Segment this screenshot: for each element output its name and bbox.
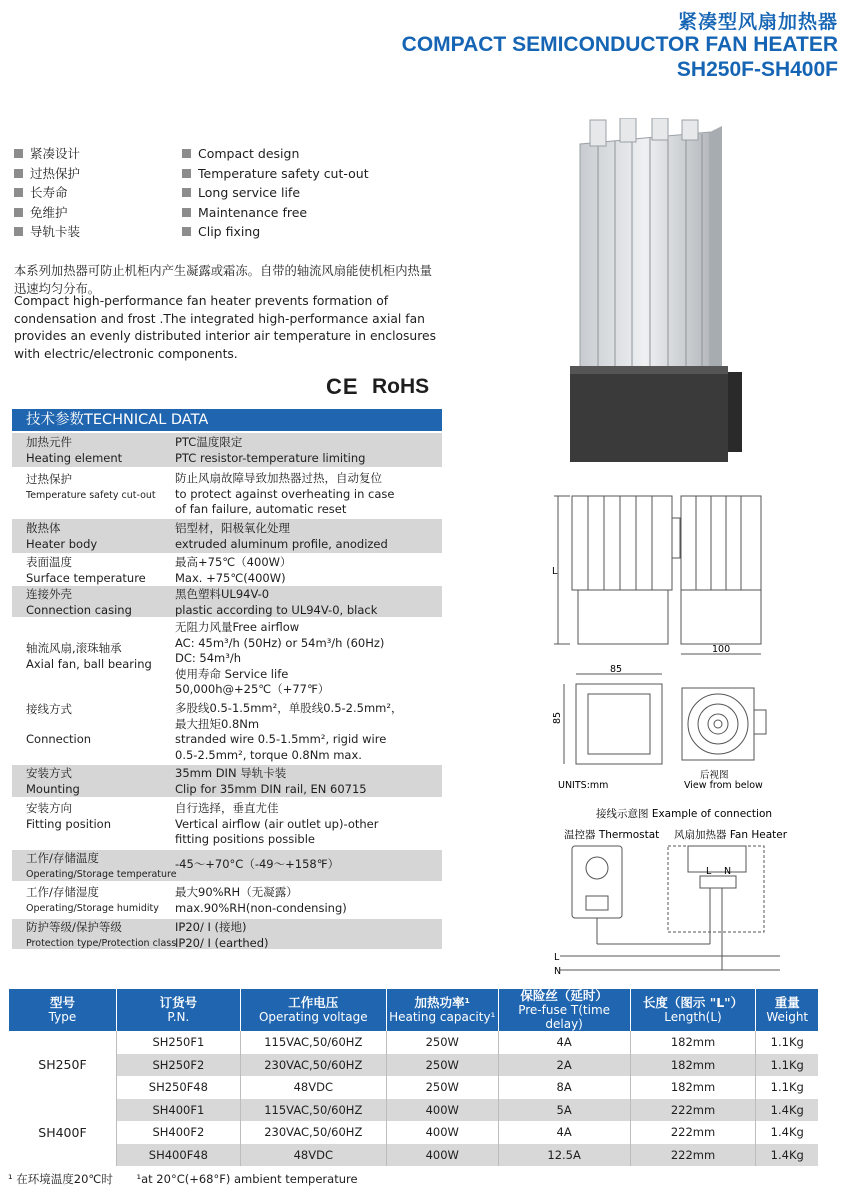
tech-label: 加热元件 Heating element xyxy=(26,435,123,465)
col-fuse: 保险丝（延时） Pre-fuse T(time delay) xyxy=(498,989,630,1031)
tech-value: 最大90%RH（无凝露） max.90%RH(non-condensing) xyxy=(175,885,347,915)
tech-value: 多股线0.5-1.5mm²，单股线0.5-2.5mm²， 最大扭矩0.8Nm stranded wire 0.5-1.5mm², rigid wire 0.5-2.5mm², torque 0.8Nm max. xyxy=(175,701,403,762)
spec-header-row xyxy=(9,989,819,1031)
table-row: SH250F SH250F1 115VAC,50/60HZ 250W 4A 182mm 1.1Kg xyxy=(9,1031,819,1054)
features-cn-list xyxy=(14,144,80,242)
dim-85-top: 85 xyxy=(610,664,623,675)
footnote-cn: ¹ 在环境温度20℃时 xyxy=(8,1172,113,1186)
wire-L: L xyxy=(554,952,560,963)
feature-item: Long service life xyxy=(182,183,369,203)
tech-row xyxy=(12,700,442,764)
bullet-icon xyxy=(14,169,23,178)
bullet-icon xyxy=(14,227,23,236)
tech-row xyxy=(12,799,442,849)
footnote-en: ¹at 20°C(+68°F) ambient temperature xyxy=(136,1172,358,1186)
tech-label: 工作/存储温度 Operating/Storage temperature xyxy=(26,851,177,880)
units-label: UNITS:mm xyxy=(558,780,609,791)
tech-row xyxy=(12,850,442,882)
tech-label: 过热保护 Temperature safety cut-out xyxy=(26,472,156,501)
dimension-drawings xyxy=(548,488,830,800)
feature-item: Temperature safety cut-out xyxy=(182,164,369,184)
bullet-icon xyxy=(182,169,191,178)
col-voltage: 工作电压 Operating voltage xyxy=(240,989,386,1031)
tech-label: 防护等级/保护等级 Protection type/Protection class xyxy=(26,920,177,949)
tech-label: 表面温度 Surface temperature xyxy=(26,555,146,585)
col-capacity: 加热功率¹ Heating capacity¹ xyxy=(386,989,498,1031)
tech-value: 最高+75℃（400W） Max. +75℃(400W) xyxy=(175,555,292,585)
feature-item: 导轨卡装 xyxy=(14,222,80,242)
col-type: 型号 Type xyxy=(9,989,117,1031)
bullet-icon xyxy=(14,149,23,158)
tech-label: 工作/存储湿度 Operating/Storage humidity xyxy=(26,885,159,914)
feature-item: 过热保护 xyxy=(14,164,80,184)
dim-100: 100 xyxy=(712,644,731,655)
connection-title: 接线示意图 Example of connection xyxy=(596,808,773,820)
tech-row xyxy=(12,619,442,699)
bullet-icon xyxy=(182,208,191,217)
connection-diagram xyxy=(540,804,830,980)
tech-label: 接线方式 xyxy=(26,702,72,716)
table-row: SH250F48 48VDC 250W 8A 182mm 1.1Kg xyxy=(9,1076,819,1099)
intro-cn: 本系列加热器可防止机柜内产生凝露或霜冻。自带的轴流风扇能使机柜内热量迅速均匀分布。 xyxy=(14,264,433,296)
features-en-list xyxy=(182,144,369,242)
technical-data-header: 技术参数TECHNICAL DATA xyxy=(12,409,442,431)
type-cell: SH400F xyxy=(9,1099,117,1167)
tech-row xyxy=(12,883,442,918)
type-cell: SH250F xyxy=(9,1031,117,1099)
feature-item: Maintenance free xyxy=(182,203,369,223)
bullet-icon xyxy=(14,208,23,217)
tech-label: 安装方向 Fitting position xyxy=(26,801,111,831)
fan-heater-label: 风扇加热器 Fan Heater xyxy=(674,829,788,841)
dim-85-side: 85 xyxy=(552,711,563,724)
table-row: SH400F2 230VAC,50/60HZ 400W 4A 222mm 1.4Kg xyxy=(9,1121,819,1144)
view-label-cn: 后视图 xyxy=(700,770,729,781)
tech-row xyxy=(12,919,442,950)
tech-label: 安装方式 Mounting xyxy=(26,766,80,796)
tech-row xyxy=(12,519,442,554)
tech-row xyxy=(12,469,442,518)
feature-item: Compact design xyxy=(182,144,369,164)
tech-label: 轴流风扇,滚珠轴承 Axial fan, ball bearing xyxy=(26,641,152,671)
tech-value: 铝型材，阳极氧化处理 extruded aluminum profile, anodized xyxy=(175,521,388,551)
bullet-icon xyxy=(14,188,23,197)
tech-value: 自行选择，垂直尤佳 Vertical airflow (air outlet up)-other fitting positions possible xyxy=(175,801,379,846)
tech-label-en: Connection xyxy=(26,732,92,746)
bullet-icon xyxy=(182,227,191,236)
ce-mark: CE xyxy=(326,374,359,399)
product-photo xyxy=(560,118,760,470)
tech-label: 连接外壳 Connection casing xyxy=(26,587,132,617)
table-row: SH250F2 230VAC,50/60HZ 250W 2A 182mm 1.1Kg xyxy=(9,1054,819,1077)
terminal-N: N xyxy=(724,866,732,877)
tech-row xyxy=(12,555,442,585)
model-range: SH250F-SH400F xyxy=(676,58,838,81)
dim-L: L xyxy=(552,566,558,577)
table-row: SH400F48 48VDC 400W 12.5A 222mm 1.4Kg xyxy=(9,1144,819,1167)
tech-value: 黑色塑料UL94V-0 plastic according to UL94V-0, black xyxy=(175,587,378,617)
bullet-icon xyxy=(182,149,191,158)
feature-item: 紧凑设计 xyxy=(14,144,80,164)
col-pn: 订货号 P.N. xyxy=(116,989,240,1031)
col-length: 长度（图示 "L"） Length(L) xyxy=(630,989,756,1031)
intro-en: Compact high-performance fan heater prevents formation of condensation and frost .The integrated high-performance axial fan provides an evenly distributed interior air temperature in enclosures with electric/electronic components. xyxy=(14,294,436,361)
tech-label: 散热体 Heater body xyxy=(26,521,98,551)
title-cn: 紧凑型风扇加热器 xyxy=(677,11,838,33)
bullet-icon xyxy=(182,188,191,197)
feature-item: 免维护 xyxy=(14,203,80,223)
tech-row xyxy=(12,765,442,798)
tech-value: PTC温度限定 PTC resistor-temperature limiting xyxy=(175,435,366,465)
terminal-L: L xyxy=(706,866,712,877)
title-en: COMPACT SEMICONDUCTOR FAN HEATER xyxy=(401,33,838,56)
wire-N: N xyxy=(554,966,562,977)
feature-item: Clip fixing xyxy=(182,222,369,242)
table-row: SH400F SH400F1 115VAC,50/60HZ 400W 5A 222mm 1.4Kg xyxy=(9,1099,819,1122)
tech-row xyxy=(12,433,442,468)
view-label-en: View from below xyxy=(684,780,763,791)
tech-value: 无阻力风量Free airflow AC: 45m³/h (50Hz) or 54m³/h (60Hz) DC: 54m³/h 使用寿命 Service life 50,000h@+25℃（+77℉） xyxy=(175,620,385,696)
tech-value: -45～+70°C（-49～+158℉） xyxy=(175,857,340,871)
feature-item: 长寿命 xyxy=(14,183,80,203)
tech-value: 防止风扇故障导致加热器过热，自动复位 to protect against overheating in case of fan failure, automatic reset xyxy=(175,471,395,516)
spec-table xyxy=(8,989,818,1166)
tech-value: IP20/ I (接地) IP20/ I (earthed) xyxy=(175,920,269,950)
thermostat-label: 温控器 Thermostat xyxy=(564,829,660,841)
col-weight: 重量 Weight xyxy=(756,989,818,1031)
footnote xyxy=(8,1171,358,1187)
tech-row xyxy=(12,586,442,618)
tech-value: 35mm DIN 导轨卡装 Clip for 35mm DIN rail, EN 60715 xyxy=(175,766,367,796)
rohs-mark: RoHS xyxy=(372,375,430,398)
